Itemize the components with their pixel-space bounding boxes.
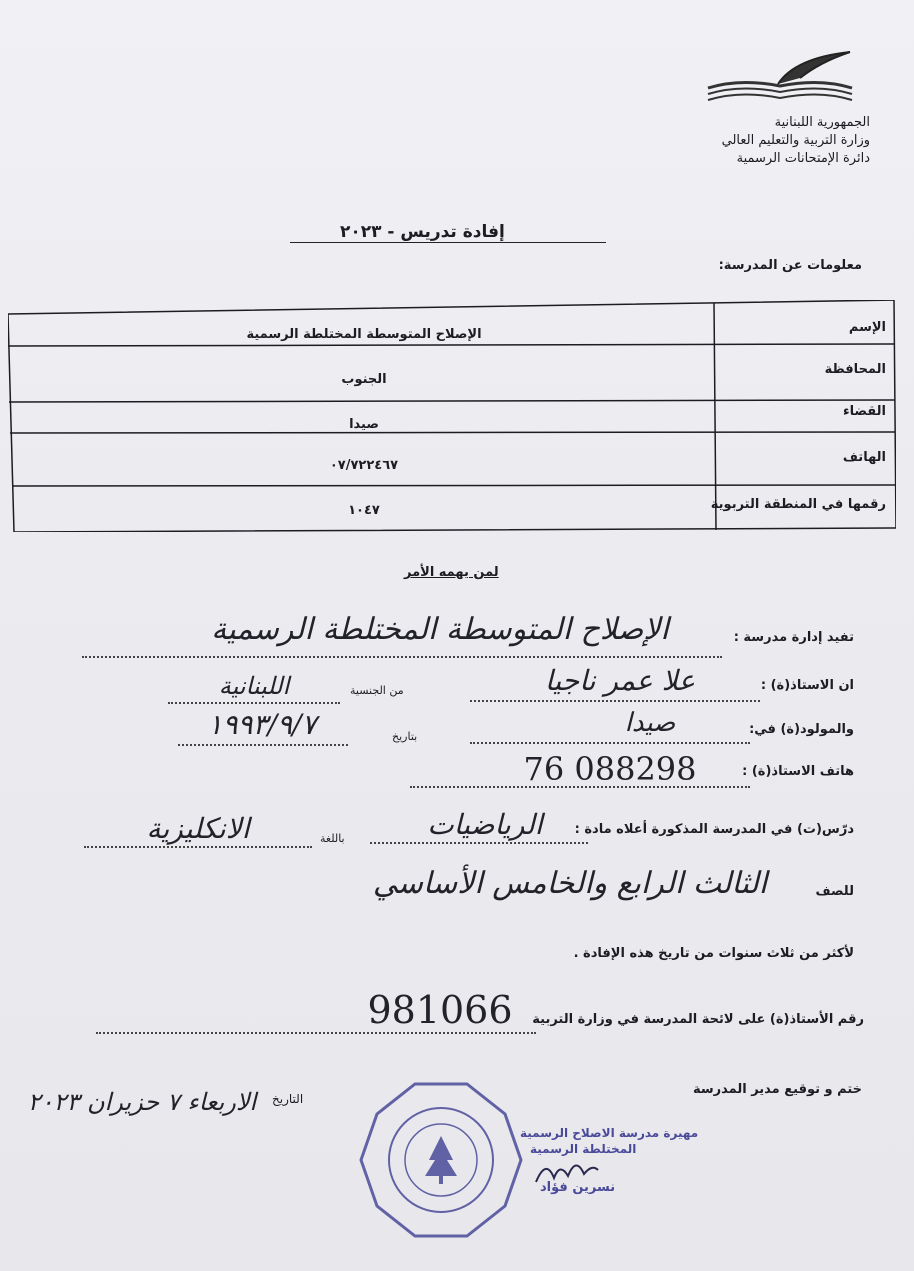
nationality-field-value: اللبنانية	[218, 672, 290, 700]
table-value-phone: ٠٧/٧٢٢٤٦٧	[329, 458, 399, 473]
subject-field-line	[370, 842, 588, 844]
ministry-book-logo-icon	[700, 48, 860, 108]
teacher-number-label: رقم الأستاذ(ة) على لائحة المدرسة في وزارة التربية	[532, 1012, 864, 1027]
school-field-value: الإصلاح المتوسطة المختلطة الرسمية	[211, 612, 669, 647]
teacher-number-value: 981066	[367, 988, 513, 1032]
nationality-field-label: من الجنسية	[350, 684, 404, 697]
school-field-label: تفيد إدارة مدرسة :	[733, 630, 854, 645]
table-label-name: الإسم	[848, 320, 886, 335]
nationality-field-line	[168, 702, 340, 704]
table-label-region-number: رقمها في المنطقة التربوية	[710, 497, 886, 512]
birthdate-field-value: ١٩٩٣/٩/٧	[207, 708, 317, 741]
stamp-school-name: مهيرة مدرسة الاصلاح الرسمية	[520, 1126, 699, 1140]
teacher-field-value: علا عمر ناجيا	[544, 664, 696, 697]
table-label-phone: الهاتف	[842, 450, 886, 465]
language-field-line	[84, 846, 312, 848]
document-title: إفادة تدريس - ٢٠٢٣	[340, 222, 505, 242]
table-value-governorate: الجنوب	[341, 372, 387, 387]
table-value-district: صيدا	[349, 417, 379, 432]
table-value-region-number: ١٠٤٧	[348, 503, 380, 518]
language-field-label: باللغة	[320, 832, 345, 845]
principal-name: نسرين فؤاد	[540, 1180, 616, 1195]
footer-date-label: التاريخ	[272, 1092, 304, 1106]
teacher-field-label: ان الاستاذ(ة) :	[760, 678, 854, 693]
language-field-value: الانكليزية	[146, 812, 250, 845]
birthplace-field-label: والمولود(ة) في:	[749, 722, 854, 737]
class-field-value: الثالث الرابع والخامس الأساسي	[372, 866, 768, 901]
teacher-number-line	[96, 1032, 536, 1034]
birthdate-field-line	[178, 744, 348, 746]
table-value-name: الإصلاح المتوسطة المختلطة الرسمية	[246, 327, 482, 342]
class-field-label: للصف	[815, 884, 854, 899]
birthplace-field-line	[470, 742, 750, 744]
table-label-district: القضاء	[842, 404, 886, 419]
teacher-phone-value: 76 088298	[523, 750, 697, 788]
birthplace-field-value: صيدا	[624, 708, 676, 738]
table-label-governorate: المحافظة	[824, 362, 886, 377]
header-republic: الجمهورية اللبنانية	[774, 115, 870, 130]
duration-statement: لأكثر من ثلاث سنوات من تاريخ هذه الإفادة .	[573, 946, 854, 961]
footer-date-value: الاربعاء ٧ حزيران ٢٠٢٣	[27, 1088, 257, 1116]
official-stamp-icon	[355, 1080, 525, 1240]
school-field-line	[82, 656, 722, 658]
principal-signature-icon	[532, 1152, 602, 1192]
school-info-heading: معلومات عن المدرسة:	[718, 258, 862, 273]
header-department: دائرة الإمتحانات الرسمية	[736, 151, 870, 166]
subject-field-value: الرياضيات	[427, 808, 543, 841]
subject-field-label: درّس(ت) في المدرسة المذكورة أعلاه مادة :	[574, 822, 854, 837]
birthdate-field-label: بتاريخ	[392, 730, 418, 743]
teacher-field-line	[470, 700, 760, 702]
teacher-phone-label: هاتف الاستاذ(ة) :	[742, 764, 854, 779]
title-underline	[290, 242, 606, 243]
principal-stamp-label: ختم و توقيع مدير المدرسة	[692, 1082, 862, 1097]
stamp-school-type: المختلطة الرسمية	[530, 1142, 637, 1156]
header-ministry: وزارة التربية والتعليم العالي	[721, 133, 870, 148]
to-whom-it-may-concern: لمن يهمه الأمر	[404, 565, 499, 580]
